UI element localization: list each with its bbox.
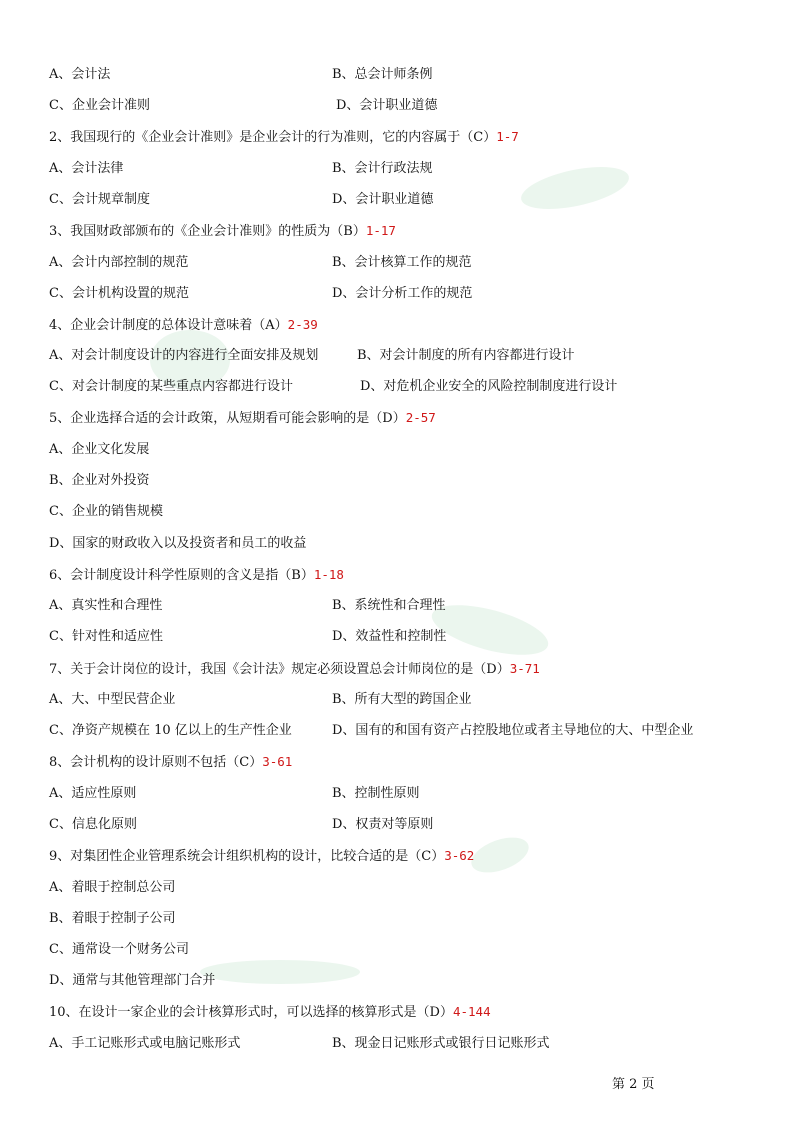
line-text: D、通常与其他管理部门合并 — [49, 973, 216, 988]
option-line — [49, 442, 149, 458]
line-text: 10、在设计一家企业的会计核算形式时，可以选择的核算形式是（D） — [49, 1005, 453, 1020]
line-text: C、通常设一个财务公司 — [49, 942, 189, 957]
line-text: B、现金日记账形式或银行日记账形式 — [332, 1036, 550, 1051]
line-text: A、会计法律 — [49, 161, 124, 176]
page-reference: 3-71 — [509, 661, 540, 676]
line-text: B、着眼于控制子公司 — [49, 911, 176, 926]
line-text: A、适应性原则 — [49, 786, 137, 801]
page-reference: 1-17 — [365, 223, 396, 238]
option-line — [49, 973, 215, 989]
option-line — [332, 786, 420, 802]
option-line — [49, 1036, 240, 1052]
option-line — [49, 629, 163, 645]
option-line — [49, 911, 176, 927]
option-line — [357, 348, 575, 364]
option-line — [332, 286, 472, 302]
option-line — [49, 473, 150, 489]
line-text: B、总会计师条例 — [332, 67, 433, 82]
question-line — [49, 754, 292, 771]
line-text: A、企业文化发展 — [49, 442, 150, 457]
option-line — [332, 161, 433, 177]
option-line — [49, 67, 110, 83]
line-text: C、企业的销售规模 — [49, 504, 163, 519]
option-line — [49, 192, 150, 208]
question-line — [49, 567, 344, 584]
line-text: D、国有的和国有资产占控股地位或者主导地位的大、中型企业 — [332, 723, 694, 738]
option-line — [49, 942, 189, 958]
page-reference: 1-7 — [496, 129, 519, 144]
option-line — [49, 723, 292, 739]
watermark-blob — [467, 831, 534, 880]
option-line — [49, 255, 188, 271]
line-text: B、企业对外投资 — [49, 473, 150, 488]
option-line — [49, 536, 306, 552]
question-line — [49, 129, 519, 146]
line-text: B、控制性原则 — [332, 786, 420, 801]
line-text: D、效益性和控制性 — [332, 629, 447, 644]
line-text: C、信息化原则 — [49, 817, 137, 832]
question-line — [49, 410, 436, 427]
option-line — [332, 67, 433, 83]
question-line — [49, 1004, 491, 1021]
line-text: C、针对性和适应性 — [49, 629, 163, 644]
line-text: D、国家的财政收入以及投资者和员工的收益 — [49, 536, 307, 551]
line-text: A、手工记账形式或电脑记账形式 — [49, 1036, 241, 1051]
line-text: B、系统性和合理性 — [332, 598, 446, 613]
line-text: A、会计内部控制的规范 — [49, 255, 189, 270]
option-line — [49, 348, 318, 364]
option-line — [49, 817, 137, 833]
option-line — [332, 723, 693, 739]
option-line — [49, 692, 175, 708]
line-text: B、所有大型的跨国企业 — [332, 692, 472, 707]
option-line — [332, 255, 472, 271]
line-text: C、净资产规模在 10 亿以上的生产性企业 — [49, 723, 292, 738]
line-text: A、着眼于控制总公司 — [49, 880, 176, 895]
line-text: D、会计分析工作的规范 — [332, 286, 473, 301]
line-text: 9、对集团性企业管理系统会计组织机构的设计，比较合适的是（C） — [49, 849, 445, 864]
line-text: 6、会计制度设计科学性原则的含义是指（B） — [49, 568, 314, 583]
option-line — [360, 379, 617, 395]
line-text: 8、会计机构的设计原则不包括（C） — [49, 755, 263, 770]
option-line — [49, 379, 293, 395]
option-line — [332, 1036, 550, 1052]
line-text: B、会计行政法规 — [332, 161, 433, 176]
line-text: A、真实性和合理性 — [49, 598, 163, 613]
option-line — [332, 598, 446, 614]
question-line — [49, 848, 474, 865]
line-text: 4、企业会计制度的总体设计意味着（A） — [49, 318, 288, 333]
option-line — [49, 598, 162, 614]
watermark-blob — [200, 960, 360, 984]
line-text: C、企业会计准则 — [49, 98, 150, 113]
option-line — [49, 504, 163, 520]
line-text: 7、关于会计岗位的设计，我国《会计法》规定必须设置总会计师岗位的是（D） — [49, 662, 510, 677]
page-number: 第 2 页 — [612, 1077, 655, 1092]
option-line — [336, 98, 437, 114]
line-text: D、权责对等原则 — [332, 817, 434, 832]
line-text: A、会计法 — [49, 67, 111, 82]
line-text: D、会计职业道德 — [332, 192, 434, 207]
page-reference: 3-62 — [444, 848, 475, 863]
question-line — [49, 661, 540, 678]
line-text: B、会计核算工作的规范 — [332, 255, 472, 270]
line-text: C、会计机构设置的规范 — [49, 286, 189, 301]
option-line — [49, 161, 123, 177]
question-line — [49, 223, 396, 240]
page-reference: 3-61 — [262, 754, 293, 769]
option-line — [332, 692, 472, 708]
option-line — [49, 880, 175, 896]
option-line — [49, 98, 150, 114]
line-text: A、对会计制度设计的内容进行全面安排及规划 — [49, 348, 319, 363]
option-line — [332, 817, 433, 833]
line-text: D、对危机企业安全的风险控制制度进行设计 — [360, 379, 618, 394]
option-line — [49, 786, 136, 802]
option-line — [49, 286, 189, 302]
line-text: D、会计职业道德 — [336, 98, 438, 113]
line-text: C、对会计制度的某些重点内容都进行设计 — [49, 379, 293, 394]
line-text: 2、我国现行的《企业会计准则》是企业会计的行为准则，它的内容属于（C） — [49, 130, 497, 145]
line-text: A、大、中型民营企业 — [49, 692, 176, 707]
option-line — [332, 192, 433, 208]
line-text: B、对会计制度的所有内容都进行设计 — [357, 348, 575, 363]
option-line — [332, 629, 446, 645]
watermark-blob — [517, 159, 632, 217]
page-reference: 2-39 — [287, 317, 318, 332]
page-reference: 2-57 — [405, 410, 436, 425]
page-reference: 1-18 — [313, 567, 344, 582]
line-text: C、会计规章制度 — [49, 192, 150, 207]
line-text: 5、企业选择合适的会计政策，从短期看可能会影响的是（D） — [49, 411, 406, 426]
line-text: 3、我国财政部颁布的《企业会计准则》的性质为（B） — [49, 224, 366, 239]
page-reference: 4-144 — [452, 1004, 491, 1019]
question-line — [49, 317, 318, 334]
